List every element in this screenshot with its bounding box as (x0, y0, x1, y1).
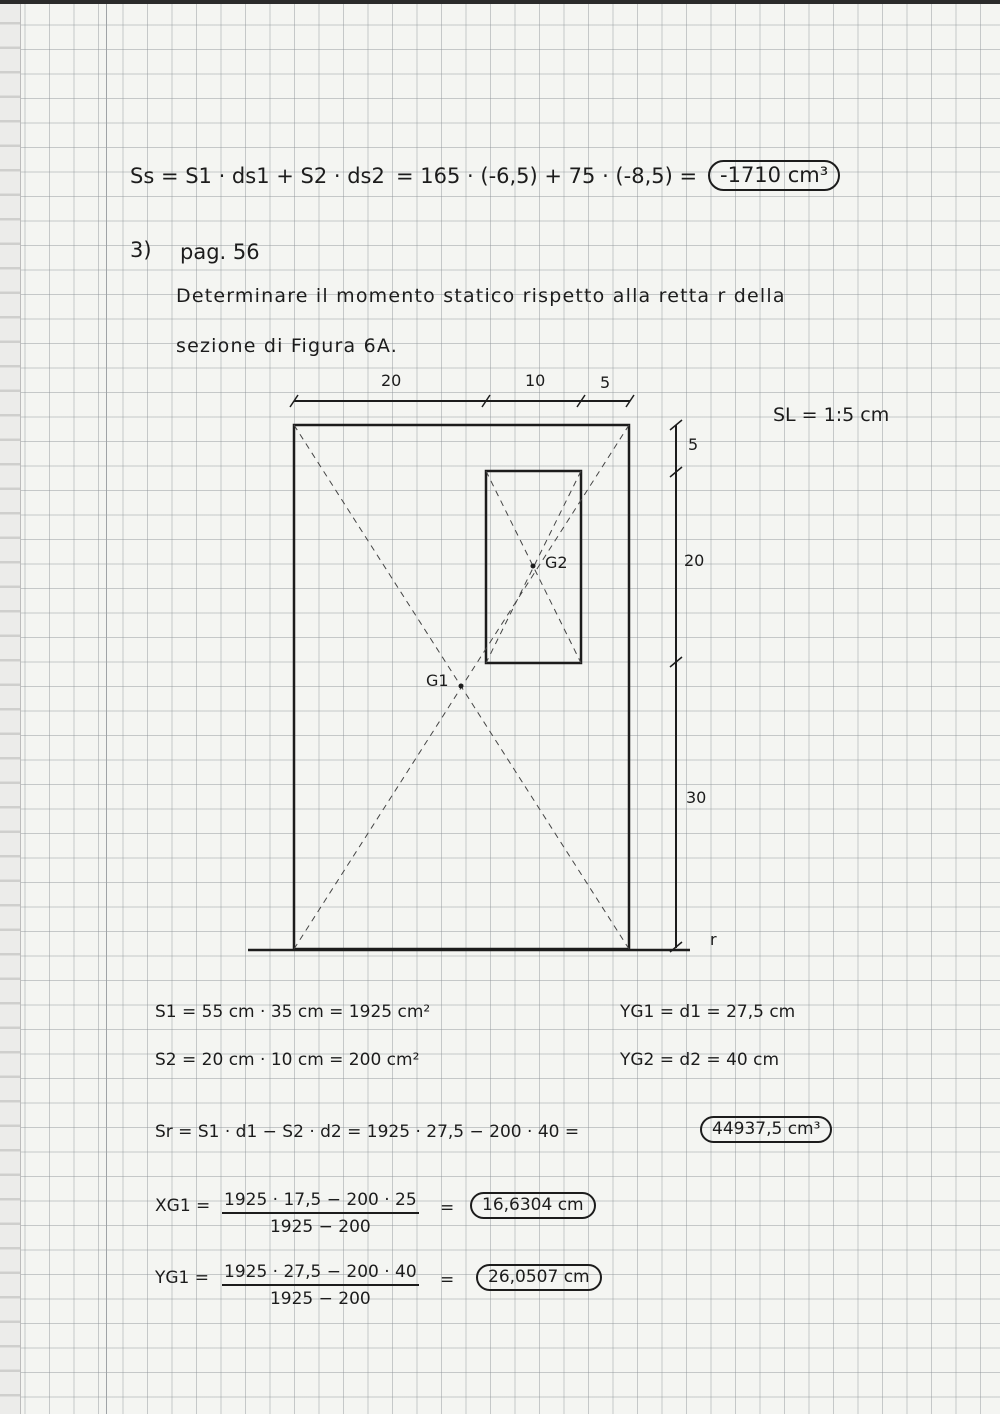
problem-text-line-1: Determinare il momento statico rispetto alla retta r della (176, 285, 786, 307)
yg-lhs: YG1 = (155, 1268, 210, 1288)
centroid-g2-label: G2 (545, 553, 568, 572)
yg-fraction (222, 1264, 419, 1308)
right-dimension-5: 5 (688, 435, 699, 454)
scale-note: SL = 1:5 cm (773, 404, 890, 426)
problem-text-line-2: sezione di Figura 6A. (176, 335, 399, 357)
yg-equals: = (440, 1270, 455, 1290)
static-moment-lhs: Ss = S1 · ds1 + S2 · ds2 (130, 164, 385, 188)
axis-r-label: r (710, 930, 717, 949)
yg-denominator: 1925 − 200 (269, 1289, 371, 1309)
centroid-g2-point (531, 564, 536, 569)
right-dimension-20: 20 (684, 551, 705, 570)
centroid-distance-g2: YG2 = d2 = 40 cm (620, 1050, 780, 1070)
static-moment-result: -1710 cm³ (708, 160, 840, 191)
static-moment-r-result: 44937,5 cm³ (700, 1116, 832, 1143)
centroid-distance-g1: YG1 = d1 = 27,5 cm (620, 1002, 796, 1022)
centroid-g1-point (459, 684, 464, 689)
problem-number: 3) (130, 238, 152, 262)
top-dimension-20: 20 (381, 371, 402, 390)
xg-result: 16,6304 cm (470, 1192, 596, 1219)
centroid-g1-label: G1 (426, 671, 449, 690)
yg-result: 26,0507 cm (476, 1264, 602, 1291)
xg-equals: = (440, 1198, 455, 1218)
xg-lhs: XG1 = (155, 1196, 211, 1216)
xg-denominator: 1925 − 200 (269, 1217, 371, 1237)
top-dimension-10: 10 (525, 371, 546, 390)
area-s2: S2 = 20 cm · 10 cm = 200 cm² (155, 1050, 420, 1070)
right-dimension-30: 30 (686, 788, 707, 807)
top-dimension-5: 5 (600, 373, 611, 392)
problem-page: pag. 56 (180, 240, 260, 264)
xg-fraction (222, 1192, 419, 1236)
area-s1: S1 = 55 cm · 35 cm = 1925 cm² (155, 1002, 431, 1022)
yg-numerator: 1925 · 27,5 − 200 · 40 (222, 1264, 419, 1286)
xg-numerator: 1925 · 17,5 − 200 · 25 (222, 1192, 419, 1214)
static-moment-r-expression: Sr = S1 · d1 − S2 · d2 = 1925 · 27,5 − 200 · 40 = (155, 1122, 580, 1142)
static-moment-expression: = 165 · (-6,5) + 75 · (-8,5) = (396, 164, 698, 188)
